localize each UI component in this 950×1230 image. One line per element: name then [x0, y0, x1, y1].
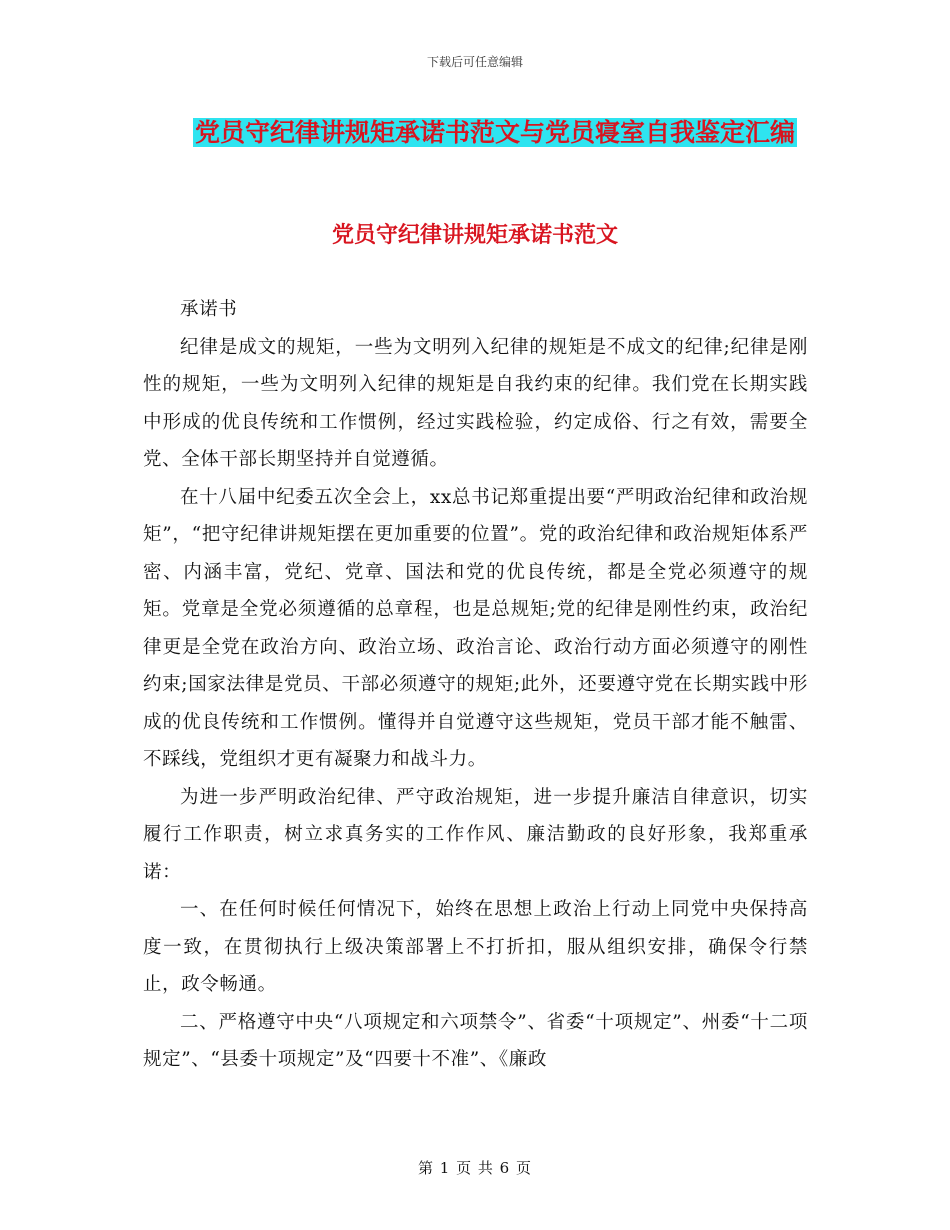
- paragraph: 承诺书: [180, 299, 238, 320]
- paragraph: 二、严格遵守中央“八项规定和六项禁令”、省委“十项规定”、州委“十二项规定”、“县委十项规定”及“四要十不准”、《廉政: [143, 1011, 808, 1070]
- header-note: 下载后可任意编辑: [426, 55, 523, 69]
- document-body: [143, 291, 808, 1079]
- section-title: 党员守纪律讲规矩承诺书范文: [331, 222, 618, 248]
- page-number: 第 1 页 共 6 页: [418, 1159, 532, 1177]
- document-title: [150, 110, 840, 156]
- paragraph: 纪律是成文的规矩，一些为文明列入纪律的规矩是不成文的纪律;纪律是刚性的规矩，一些为文明列入纪律的规矩是自我约束的纪律。我们党在长期实践中形成的优良传统和工作惯例，经过实践检验，约定成俗、行之有效，需要全党、全体干部长期坚持并自觉遵循。: [143, 336, 808, 470]
- paragraph: 为进一步严明政治纪律、严守政治规矩，进一步提升廉洁自律意识，切实履行工作职责，树立求真务实的工作作风、廉洁勤政的良好形象，我郑重承诺：: [143, 786, 808, 883]
- document-title-highlight: 党员守纪律讲规矩承诺书范文与党员寝室自我鉴定汇编: [194, 118, 795, 147]
- paragraph: 一、在任何时候任何情况下，始终在思想上政治上行动上同党中央保持高度一致，在贯彻执行上级决策部署上不打折扣，服从组织安排，确保令行禁止，政令畅通。: [143, 899, 808, 995]
- paragraph: 在十八届中纪委五次全会上，xx总书记郑重提出要“严明政治纪律和政治规矩”，“把守纪律讲规矩摆在更加重要的位置”。党的政治纪律和政治规矩体系严密、内涵丰富，党纪、党章、国法和党的优良传统，都是全党必须遵守的规矩。党章是全党必须遵循的总章程，也是总规矩;党的纪律是刚性约束，政治纪律更是全党在政治方向、政治立场、政治言论、政治行动方面必须遵守的刚性约束;国家法律是党员、干部必须遵守的规矩;此外，还要遵守党在长期实践中形成的优良传统和工作惯例。懂得并自觉遵守这些规矩，党员干部才能不触雷、不踩线，党组织才更有凝聚力和战斗力。: [143, 486, 808, 770]
